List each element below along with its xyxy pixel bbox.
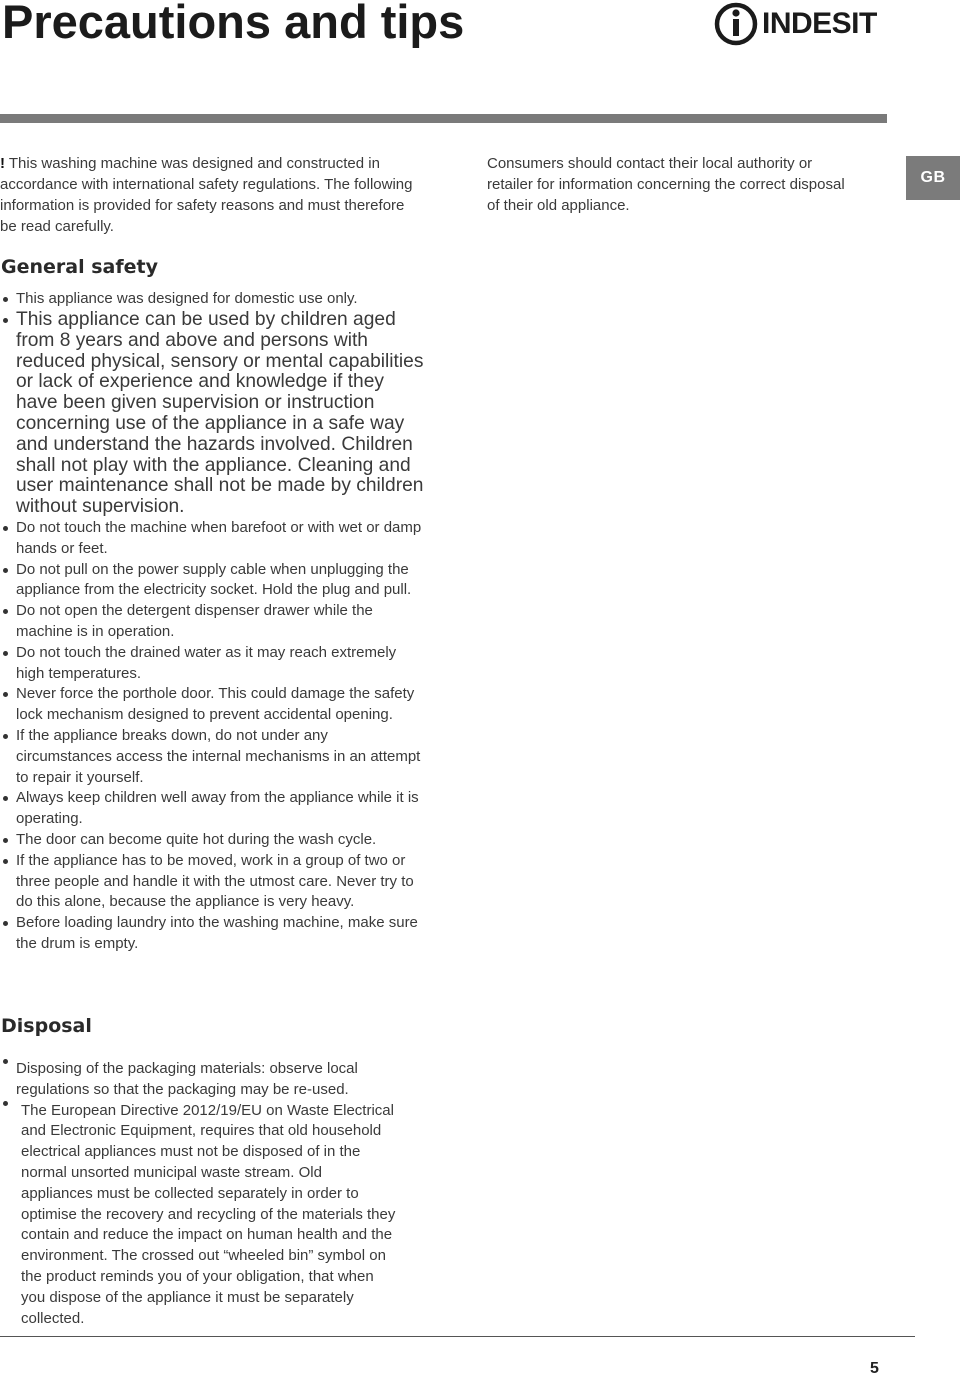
brand-circle-i-icon <box>712 0 760 48</box>
general-safety-list-c <box>0 518 425 955</box>
language-tab: GB <box>906 156 960 200</box>
list-item: If the appliance breaks down, do not under any circumstances access the internal mechanisms in an attempt to repair it yourself. <box>0 726 425 788</box>
list-item: Before loading laundry into the washing machine, make sure the drum is empty. <box>0 913 425 955</box>
warning-mark: ! <box>0 155 5 172</box>
disposal-notice: Consumers should contact their local authority or retailer for information concerning the correct disposal of their old appliance. <box>487 155 845 214</box>
list-item: Always keep children well away from the appliance while it is operating. <box>0 788 425 830</box>
page-number: 5 <box>870 1360 879 1377</box>
header-rule <box>0 114 887 123</box>
list-item: Do not open the detergent dispenser drawer while the machine is in operation. <box>0 601 425 643</box>
list-item: This appliance was designed for domestic use only. <box>0 289 425 310</box>
general-safety-list-a <box>0 289 425 310</box>
list-item: This appliance can be used by children aged from 8 years and above and persons with reduced physical, sensory or mental capabilities or lack of experience and knowledge if they have been given supervision or instruction concerning use of the appliance in a safe way and understand the hazards involved. Children shall not play with the appliance. Cleaning and user maintenance shall not be made by children without supervision. <box>0 310 425 518</box>
list-item: If the appliance has to be moved, work in a group of two or three people and handle it with the utmost care. Never try to do this alone, because the appliance is very heavy. <box>0 851 425 913</box>
disposal-list <box>0 1059 425 1329</box>
general-safety-heading: General safety <box>1 256 158 278</box>
disposal-heading: Disposal <box>1 1015 92 1037</box>
list-item: Do not touch the drained water as it may reach extremely high temperatures. <box>0 643 425 685</box>
page-title: Precautions and tips <box>2 0 465 48</box>
list-item: Never force the porthole door. This could damage the safety lock mechanism designed to prevent accidental opening. <box>0 684 425 726</box>
footer-rule <box>0 1336 915 1337</box>
list-item: Do not touch the machine when barefoot or with wet or damp hands or feet. <box>0 518 425 560</box>
brand-logo <box>712 0 892 48</box>
brand-name: INDESIT <box>762 7 877 40</box>
general-safety-list-b <box>0 310 425 518</box>
list-item: Do not pull on the power supply cable when unplugging the appliance from the electricity socket. Hold the plug and pull. <box>0 560 425 602</box>
intro-paragraph <box>0 153 420 237</box>
list-item: The door can become quite hot during the wash cycle. <box>0 830 425 851</box>
list-item: Disposing of the packaging materials: observe local regulations so that the packaging may be re-used. <box>0 1059 386 1101</box>
list-item: The European Directive 2012/19/EU on Waste Electrical and Electronic Equipment, requires that old household electrical appliances must not be disposed of in the normal unsorted municipal waste stream. Old appliances must be collected separately in order to optimise the recovery and recycling of the materials they contain and reduce the impact on human health and the environment. The crossed out “wheeled bin” symbol on the product reminds you of your obligation, that when you dispose of the appliance it must be separately collected. <box>0 1101 396 1330</box>
intro-text: This washing machine was designed and constructed in accordance with international safety regulations. The following information is provided for safety reasons and must therefore be read carefully. <box>0 155 413 235</box>
